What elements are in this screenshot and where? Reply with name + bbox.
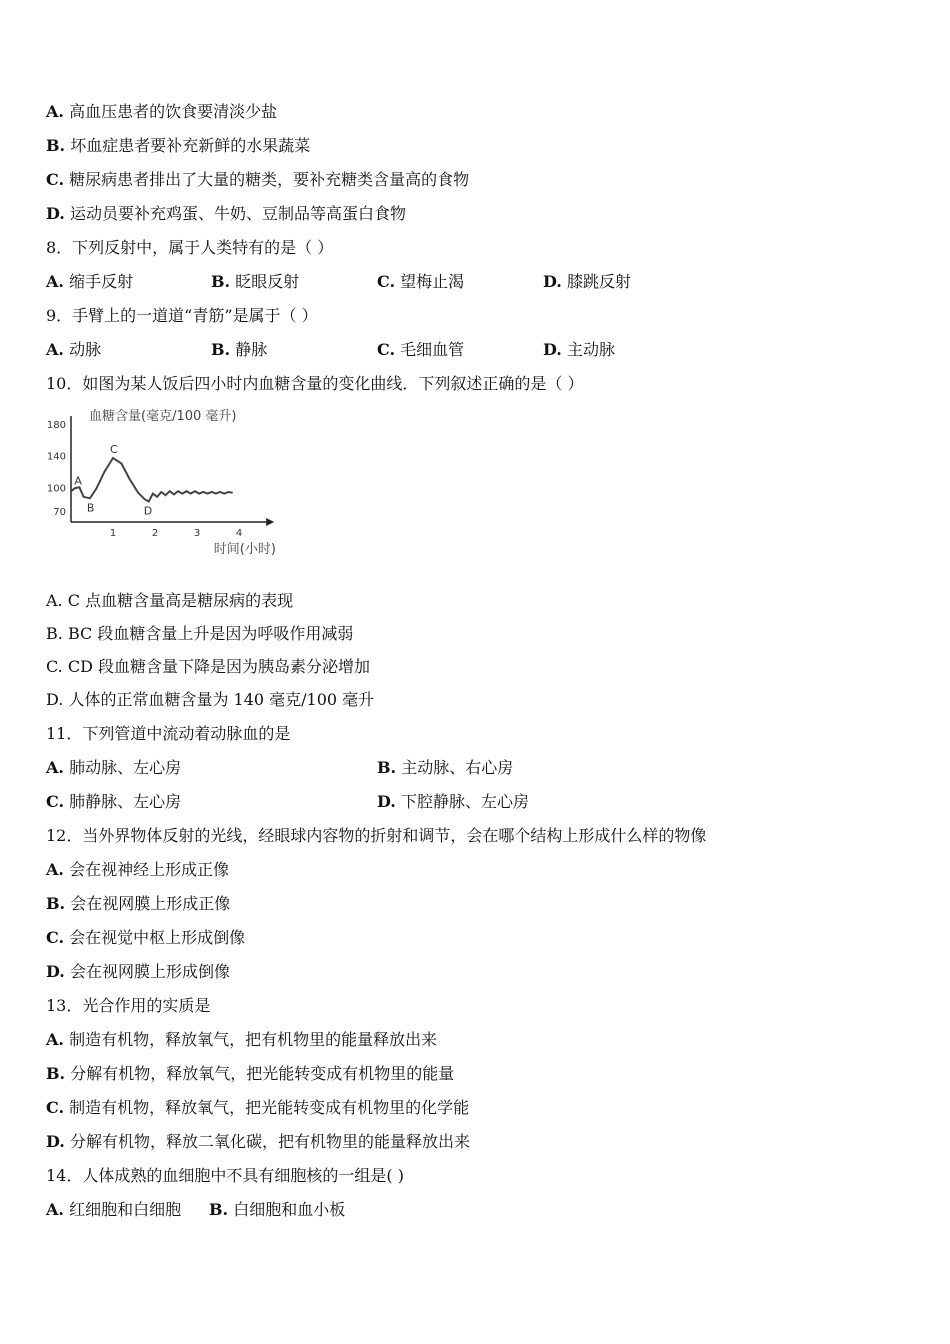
q13-option-d	[46, 1132, 470, 1152]
option-letter: B.	[46, 894, 66, 913]
option-text: 望梅止渴	[400, 272, 465, 291]
q8-stem: 8．下列反射中，属于人类特有的是（ ）	[46, 238, 334, 257]
option-text: 运动员要补充鸡蛋、牛奶、豆制品等高蛋白食物	[69, 204, 406, 223]
point-labels	[74, 443, 152, 518]
x-axis-arrow	[266, 518, 274, 526]
q13-option-b	[46, 1064, 454, 1084]
option-text: 会在视神经上形成正像	[69, 860, 230, 879]
x-axis-label: 时间(小时)	[213, 542, 276, 557]
option-text: 下腔静脉、左心房	[400, 792, 529, 811]
blood-sugar-chart	[40, 404, 300, 564]
point-label-c: C	[110, 443, 118, 457]
option-text: C 点血糖含量高是糖尿病的表现	[67, 591, 294, 610]
q7-option-d	[46, 204, 406, 224]
option-text: 主动脉、右心房	[401, 758, 514, 777]
option-letter: A.	[46, 1030, 64, 1049]
q11-option-a	[46, 758, 181, 778]
option-text: 肺静脉、左心房	[69, 792, 182, 811]
option-letter: A.	[46, 758, 64, 777]
option-text: 缩手反射	[69, 272, 134, 291]
option-letter: C.	[377, 272, 396, 291]
option-letter: D.	[46, 962, 65, 981]
q8-option-c	[377, 272, 464, 292]
x-tick-label: 4	[235, 528, 243, 539]
option-letter: A.	[46, 102, 64, 121]
y-ticks	[47, 420, 66, 518]
option-text: BC 段血糖含量上升是因为呼吸作用减弱	[67, 624, 354, 643]
q12-option-a	[46, 860, 229, 880]
option-text: 白细胞和血小板	[233, 1200, 346, 1219]
q7-option-a	[46, 102, 277, 122]
q9-option-b	[211, 340, 267, 360]
q11-option-d	[377, 792, 529, 812]
q9-stem: 9．手臂上的一道道“青筋”是属于（ ）	[46, 306, 318, 325]
q10-option-d	[46, 690, 374, 710]
option-text: 分解有机物，释放氧气，把光能转变成有机物里的能量	[70, 1064, 455, 1083]
x-ticks	[110, 528, 242, 539]
option-letter: B.	[46, 136, 66, 155]
q9-option-a	[46, 340, 101, 360]
option-text: 会在视网膜上形成倒像	[69, 962, 230, 981]
q12-option-b	[46, 894, 230, 914]
option-text: 坏血症患者要补充新鲜的水果蔬菜	[70, 136, 311, 155]
q9-option-d	[543, 340, 615, 360]
option-letter: D.	[46, 204, 65, 223]
option-text: 人体的正常血糖含量为 140 毫克/100 毫升	[68, 690, 375, 709]
q13-option-c	[46, 1098, 469, 1118]
option-text: 膝跳反射	[566, 272, 631, 291]
option-text: 会在视觉中枢上形成倒像	[69, 928, 246, 947]
option-letter: D.	[46, 1132, 65, 1151]
x-tick-label: 3	[193, 528, 201, 539]
option-text: 动脉	[69, 340, 102, 359]
option-letter: C.	[46, 657, 63, 676]
q13-option-a	[46, 1030, 437, 1050]
option-letter: C.	[377, 340, 396, 359]
option-letter: D.	[46, 690, 64, 709]
option-letter: B.	[211, 340, 231, 359]
option-text: 制造有机物，释放氧气，把有机物里的能量释放出来	[69, 1030, 438, 1049]
q9-option-c	[377, 340, 464, 360]
option-letter: B.	[211, 272, 231, 291]
blood-sugar-chart-svg	[40, 404, 300, 564]
y-tick-label: 70	[53, 507, 66, 518]
q14-option-b	[209, 1200, 345, 1220]
option-letter: A.	[46, 1200, 64, 1219]
point-label-d: D	[143, 504, 153, 518]
option-text: 制造有机物，释放氧气，把光能转变成有机物里的化学能	[69, 1098, 470, 1117]
point-label-b: B	[86, 501, 95, 515]
option-text: 主动脉	[566, 340, 615, 359]
option-letter: B.	[377, 758, 397, 777]
option-text: 高血压患者的饮食要清淡少盐	[69, 102, 278, 121]
blood-sugar-curve	[71, 458, 233, 502]
q7-option-c	[46, 170, 469, 190]
option-text: 眨眼反射	[235, 272, 300, 291]
q11-stem: 11．下列管道中流动着动脉血的是	[46, 724, 291, 743]
q10-stem: 10．如图为某人饭后四小时内血糖含量的变化曲线．下列叙述正确的是（ ）	[46, 374, 584, 393]
q8-option-b	[211, 272, 299, 292]
option-letter: C.	[46, 792, 65, 811]
option-text: 会在视网膜上形成正像	[70, 894, 231, 913]
q8-option-a	[46, 272, 133, 292]
q12-stem: 12．当外界物体反射的光线，经眼球内容物的折射和调节，会在哪个结构上形成什么样的物像	[46, 826, 707, 845]
option-letter: D.	[543, 340, 562, 359]
option-letter: B.	[46, 1064, 66, 1083]
option-letter: C.	[46, 170, 65, 189]
y-tick-label: 180	[46, 420, 66, 431]
x-tick-label: 1	[109, 528, 117, 539]
option-letter: D.	[377, 792, 396, 811]
option-letter: D.	[543, 272, 562, 291]
option-letter: B.	[209, 1200, 229, 1219]
y-tick-label: 140	[46, 451, 66, 463]
option-text: 红细胞和白细胞	[69, 1200, 182, 1219]
q10-option-b	[46, 624, 353, 644]
q13-stem: 13．光合作用的实质是	[46, 996, 211, 1015]
option-letter: A.	[46, 860, 64, 879]
q8-option-d	[543, 272, 631, 292]
q10-option-c	[46, 657, 370, 677]
option-letter: B.	[46, 624, 63, 643]
option-text: 静脉	[235, 340, 268, 359]
option-letter: A.	[46, 272, 64, 291]
x-tick-label: 2	[151, 528, 159, 539]
q14-option-a	[46, 1200, 181, 1220]
q11-option-c	[46, 792, 181, 812]
q12-option-d	[46, 962, 230, 982]
option-letter: A.	[46, 591, 63, 610]
q10-option-a	[46, 591, 293, 611]
option-text: CD 段血糖含量下降是因为胰岛素分泌增加	[67, 657, 371, 676]
q12-option-c	[46, 928, 245, 948]
y-tick-label: 100	[46, 483, 66, 495]
option-letter: C.	[46, 928, 65, 947]
q11-option-b	[377, 758, 513, 778]
y-axis-label: 血糖含量(毫克/100 毫升)	[89, 409, 237, 424]
option-text: 糖尿病患者排出了大量的糖类，要补充糖类含量高的食物	[69, 170, 470, 189]
option-letter: C.	[46, 1098, 65, 1117]
option-letter: A.	[46, 340, 64, 359]
option-text: 毛细血管	[400, 340, 465, 359]
point-label-a: A	[74, 474, 82, 488]
option-text: 分解有机物，释放二氧化碳，把有机物里的能量释放出来	[69, 1132, 470, 1151]
option-text: 肺动脉、左心房	[69, 758, 182, 777]
q7-option-b	[46, 136, 310, 156]
q14-stem: 14．人体成熟的血细胞中不具有细胞核的一组是( )	[46, 1166, 404, 1185]
